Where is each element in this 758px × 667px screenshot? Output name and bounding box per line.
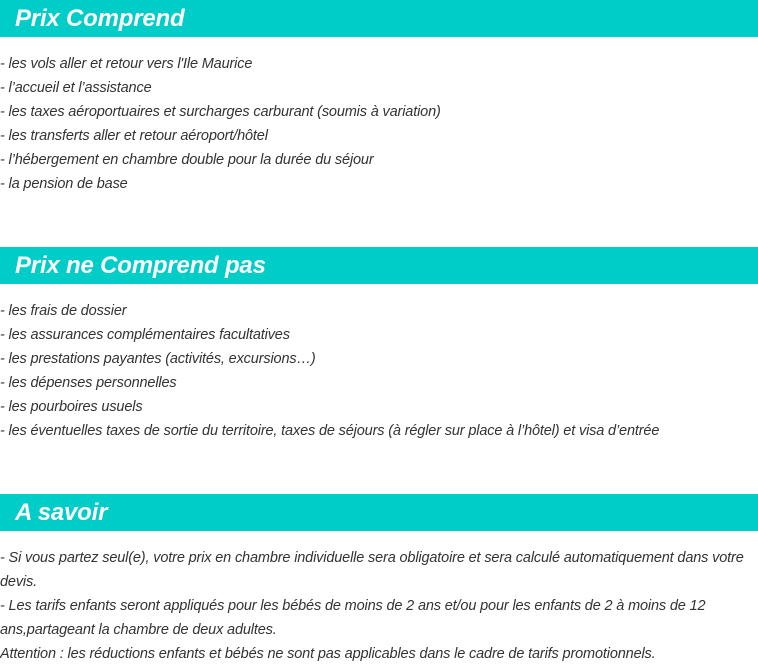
list-item: - les dépenses personnelles bbox=[0, 375, 177, 391]
list-item: Attention : les réductions enfants et bébés ne sont pas applicables dans le cadre de tarifs promotionnels. bbox=[0, 646, 656, 662]
not-included-list bbox=[0, 299, 752, 443]
list-item: - les éventuelles taxes de sortie du territoire, taxes de séjours (à régler sur place à l’hôtel) et visa d’entrée bbox=[0, 423, 660, 439]
list-item: - les taxes aéroportuaires et surcharges carburant (soumis à variation) bbox=[0, 104, 441, 120]
list-item: - les assurances complémentaires facultatives bbox=[0, 327, 290, 343]
section-title: Prix Comprend bbox=[15, 5, 185, 32]
section-header-a-savoir bbox=[0, 494, 758, 531]
list-item: - la pension de base bbox=[0, 176, 128, 192]
list-item: - les pourboires usuels bbox=[0, 399, 143, 415]
list-item: - l’accueil et l’assistance bbox=[0, 80, 152, 96]
list-item: - Si vous partez seul(e), votre prix en chambre individuelle sera obligatoire et sera calculé automatiquement dans votre devis. bbox=[0, 550, 744, 590]
list-item: - les transferts aller et retour aéroport/hôtel bbox=[0, 128, 268, 144]
list-item: - les prestations payantes (activités, excursions…) bbox=[0, 351, 316, 367]
section-header-prix-comprend bbox=[0, 0, 758, 37]
section-title: Prix ne Comprend pas bbox=[15, 252, 266, 279]
list-item: - Les tarifs enfants seront appliqués pour les bébés de moins de 2 ans et/ou pour les enfants de 2 à moins de 12 ans,partageant la chambre de deux adultes. bbox=[0, 598, 706, 638]
section-title: A savoir bbox=[15, 499, 108, 526]
section-header-prix-ne-comprend-pas bbox=[0, 247, 758, 284]
list-item: - l’hébergement en chambre double pour la durée du séjour bbox=[0, 152, 374, 168]
list-item: - les frais de dossier bbox=[0, 303, 127, 319]
list-item: - les vols aller et retour vers l'Ile Maurice bbox=[0, 56, 253, 72]
included-list bbox=[0, 52, 752, 196]
info-list bbox=[0, 546, 752, 666]
